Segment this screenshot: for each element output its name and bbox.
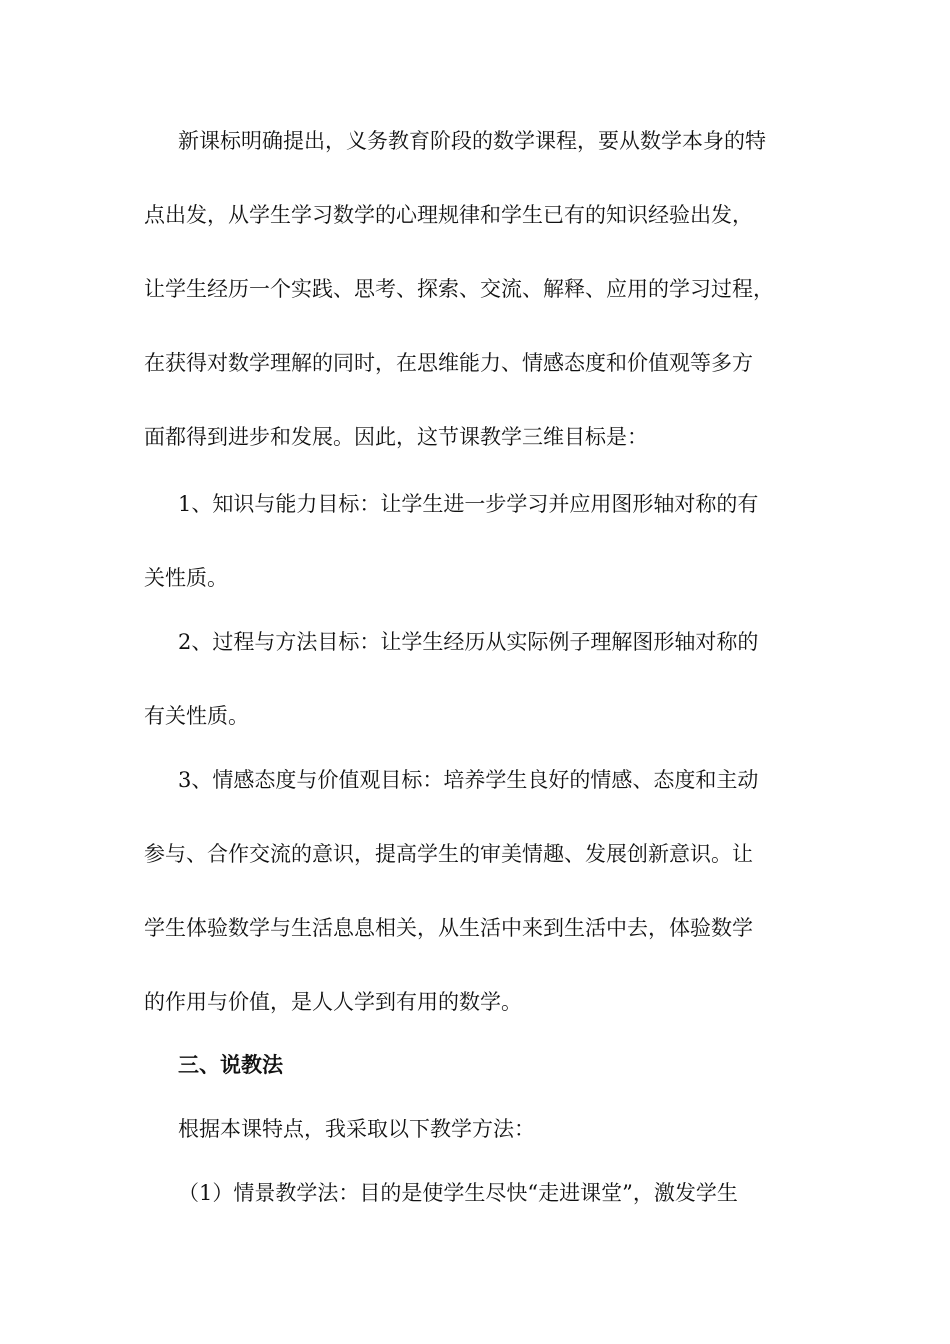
list-item-line: 2、过程与方法目标：让学生经历从实际例子理解图形轴对称的 bbox=[178, 630, 759, 654]
section-heading: 三、说教法 bbox=[178, 1053, 283, 1077]
list-item-line: 1、知识与能力目标：让学生进一步学习并应用图形轴对称的有 bbox=[178, 492, 759, 516]
list-item-line: 参与、合作交流的意识，提高学生的审美情趣、发展创新意识。让 bbox=[144, 842, 753, 866]
paragraph-line: 在获得对数学理解的同时，在思维能力、情感态度和价值观等多方 bbox=[144, 351, 753, 375]
list-item-line: 学生体验数学与生活息息相关，从生活中来到生活中去，体验数学 bbox=[144, 916, 753, 940]
list-item-line: 的作用与价值，是人人学到有用的数学。 bbox=[144, 990, 522, 1014]
list-item-line: 3、情感态度与价值观目标：培养学生良好的情感、态度和主动 bbox=[178, 768, 759, 792]
paragraph-line: 点出发，从学生学习数学的心理规律和学生已有的知识经验出发， bbox=[144, 203, 753, 227]
paragraph-line: 新课标明确提出，义务教育阶段的数学课程，要从数学本身的特 bbox=[178, 129, 766, 153]
paragraph-line: 让学生经历一个实践、思考、探索、交流、解释、应用的学习过程， bbox=[144, 277, 774, 301]
list-item-line: 有关性质。 bbox=[144, 704, 249, 728]
paragraph-line: 面都得到进步和发展。因此，这节课教学三维目标是： bbox=[144, 425, 648, 449]
list-item-line: （1）情景教学法：目的是使学生尽快“走进课堂”，激发学生 bbox=[178, 1181, 738, 1205]
paragraph-line: 根据本课特点，我采取以下教学方法： bbox=[178, 1117, 535, 1141]
list-item-line: 关性质。 bbox=[144, 566, 228, 590]
